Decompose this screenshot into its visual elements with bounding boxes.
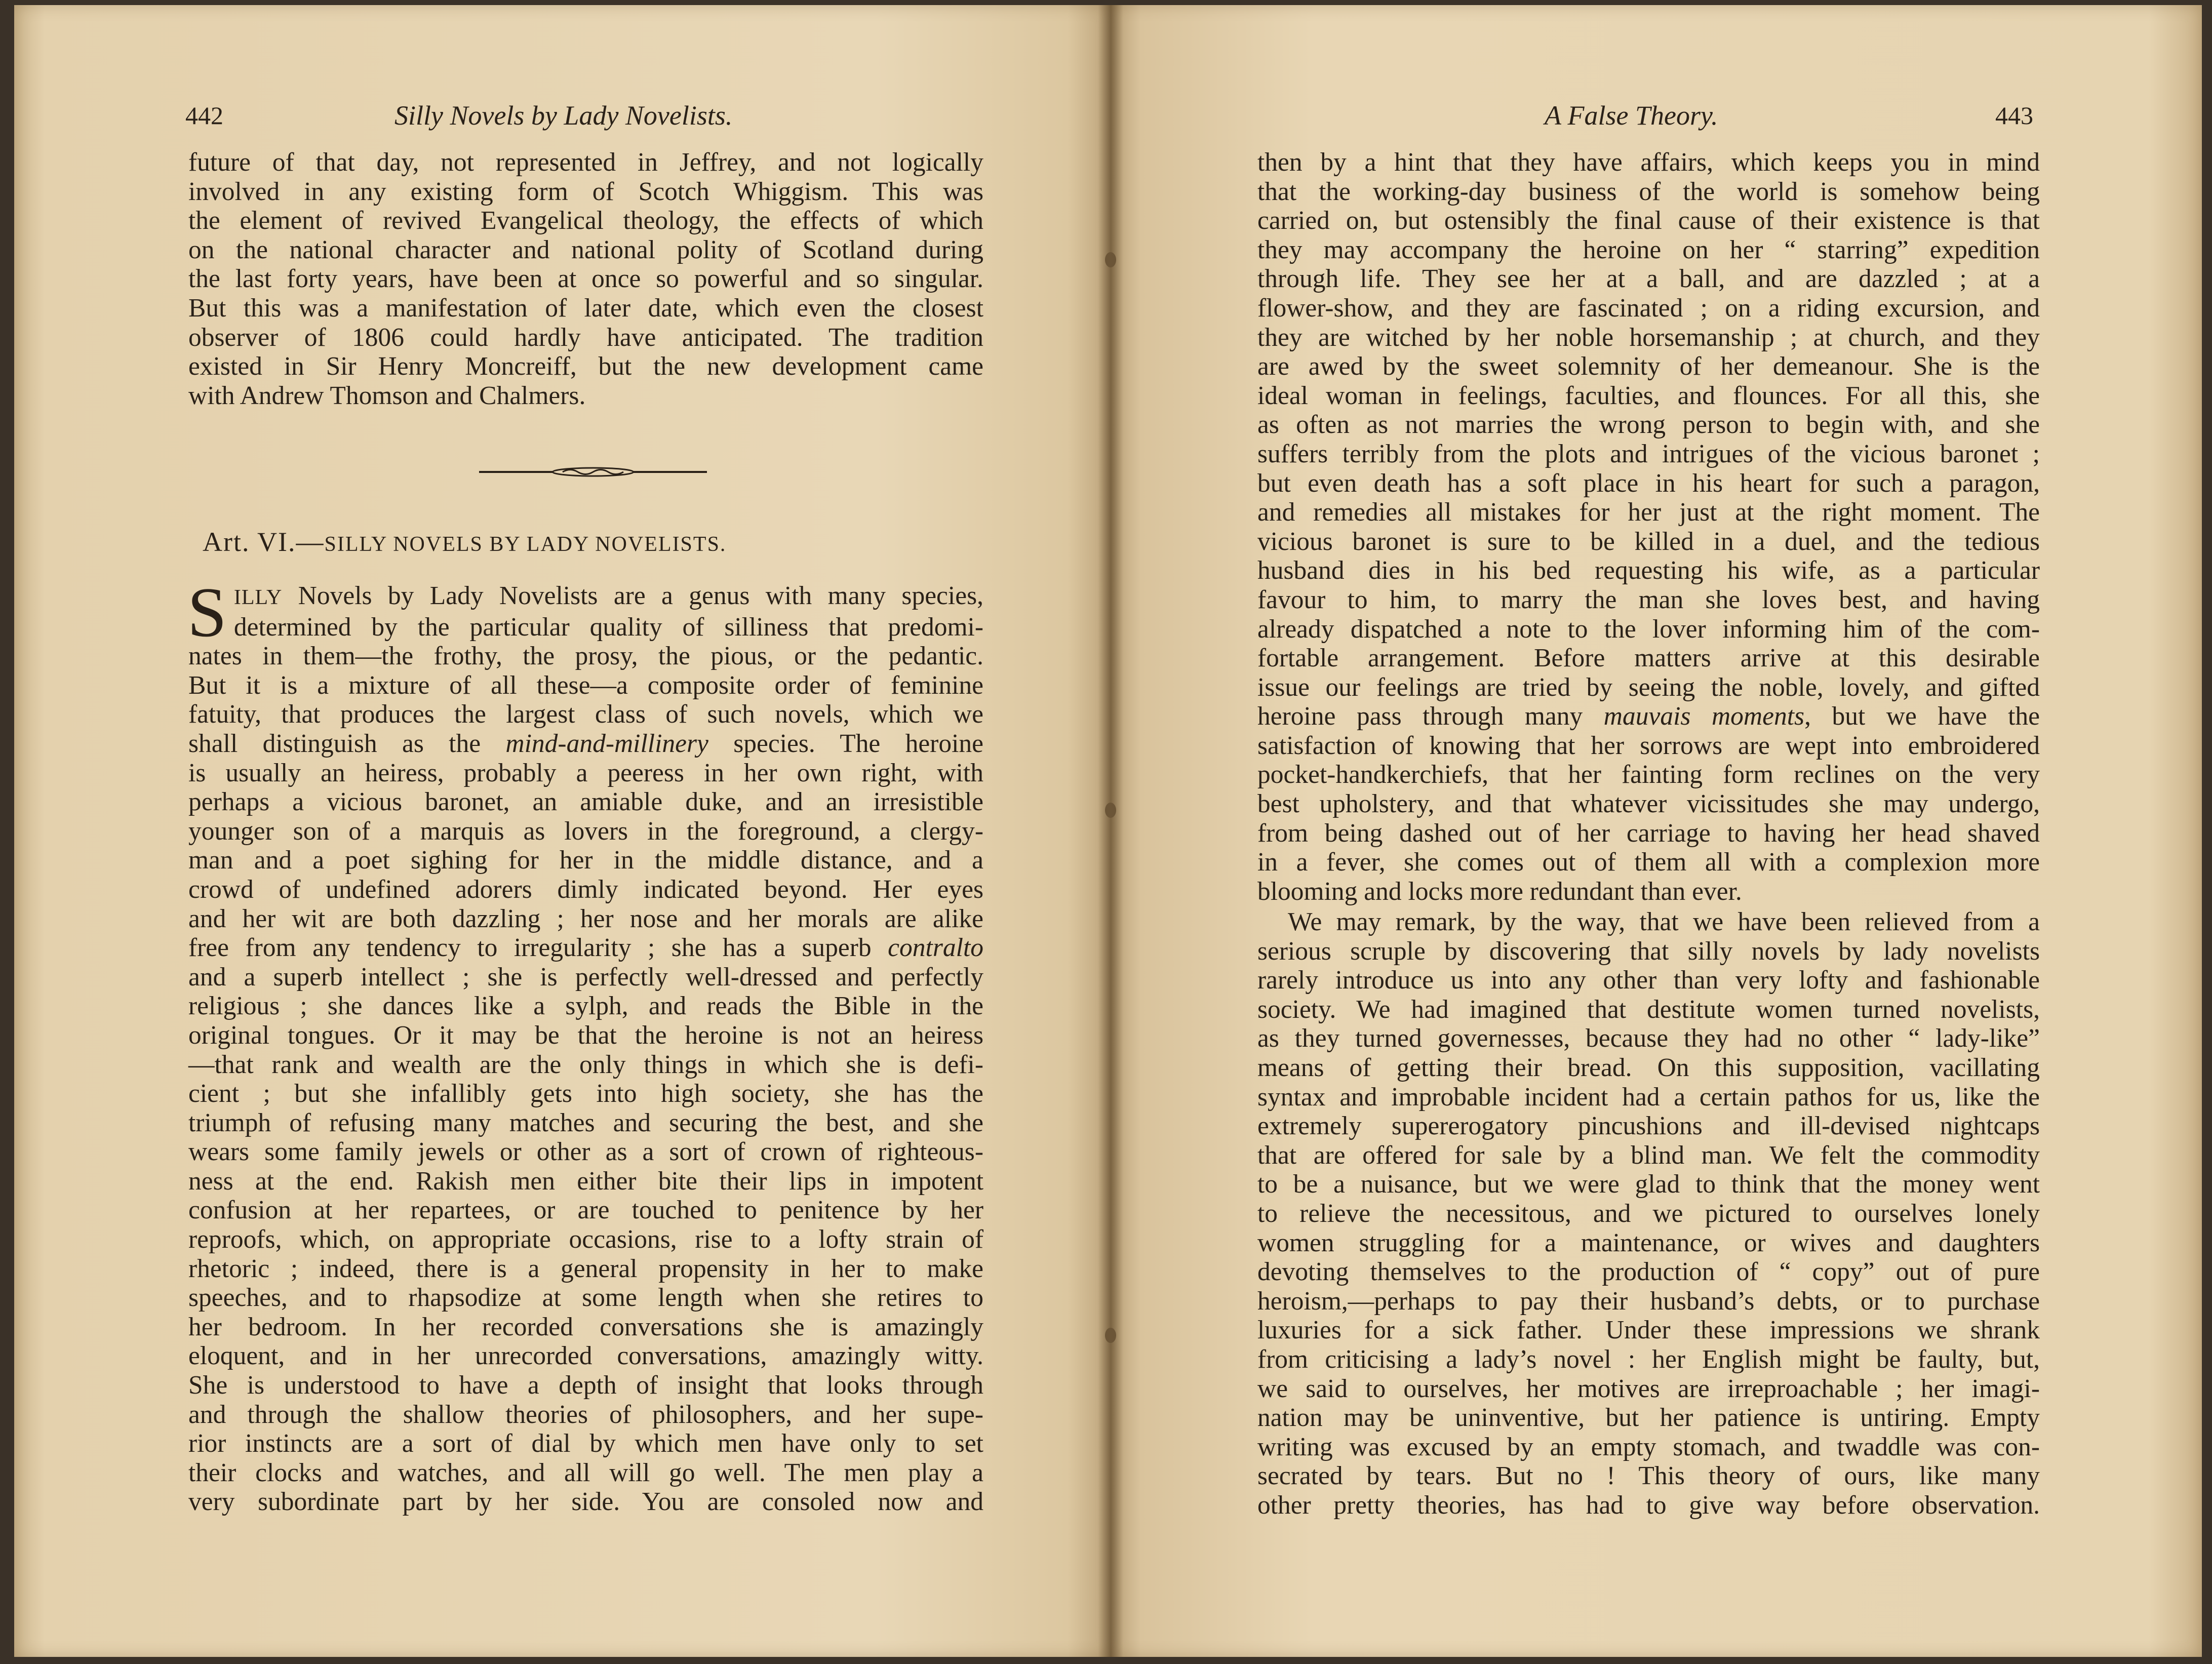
text-line: We may remark, by the way, that we have been relieved from a: [1288, 907, 2040, 936]
text-line: reproofs, which, on appropriate occasions, rise to a lofty strain of: [188, 1225, 983, 1254]
text-line: luxuries for a sick father. Under these impressions we shrank: [1257, 1316, 2040, 1345]
text-line: satisfaction of knowing that her sorrows are wept into embroidered: [1257, 731, 2040, 760]
text-line: then by a hint that they have affairs, which keeps you in mind: [1257, 148, 2040, 177]
text-line: are awed by the sweet solemnity of her demeanour. She is the: [1257, 352, 2040, 381]
paragraph-2: [1257, 907, 2040, 1520]
drop-cap: S: [187, 573, 227, 652]
text-line: pocket-handkerchiefs, that her fainting form reclines on the very: [1257, 760, 2040, 789]
text-line: younger son of a marquis as lovers in the foreground, a clergy-: [188, 816, 983, 846]
text-line: and a superb intellect ; she is perfectly well-dressed and perfectly: [188, 962, 983, 992]
text-line: already dispatched a note to the lover informing him of the com-: [1257, 614, 2040, 644]
text-line: carried on, but ostensibly the final cause of their existence is that: [1257, 206, 2040, 235]
text-line: —that rank and wealth are the only things in which she is defi-: [188, 1050, 983, 1079]
continuation-paragraph: [188, 148, 983, 410]
article-lines: [187, 573, 984, 1517]
article-heading: [203, 524, 993, 562]
right-running-head: [1111, 95, 2202, 136]
paragraph-1: [1257, 148, 2040, 906]
left-running-title: Silly Novels by Lady Novelists.: [394, 100, 733, 131]
text-line: other pretty theories, has had to give way before observation.: [1257, 1490, 2040, 1520]
text-line: the last forty years, have been at once so powerful and so singular.: [188, 264, 983, 294]
text-line: shall distinguish as the mind-and-millinery species. The heroine: [188, 729, 984, 758]
text-line: secrated by tears. But no ! This theory of ours, like many: [1257, 1461, 2040, 1491]
text-line: from being dashed out of her carriage to having her head shaved: [1257, 818, 2040, 848]
text-line: vicious baronet is sure to be killed in a duel, and the tedious: [1257, 527, 2040, 556]
text-line: from criticising a lady’s novel : her English might be faulty, but,: [1257, 1344, 2040, 1374]
text-line: rarely introduce us into any other than very lofty and fashionable: [1257, 966, 2040, 995]
right-page-number: 443: [1995, 101, 2033, 130]
text-line: women struggling for a maintenance, or wives and daughters: [1257, 1228, 2040, 1257]
text-line: existed in Sir Henry Moncreiff, but the new development came: [188, 352, 983, 381]
text-line: blooming and locks more redundant than ever.: [1257, 877, 1742, 906]
text-line: that are offered for sale by a blind man. We felt the commodity: [1257, 1140, 2040, 1170]
article-body: [187, 573, 984, 1517]
text-line: ness at the end. Rakish men either bite their lips in impotent: [188, 1166, 983, 1196]
text-line: that the working-day business of the world is somehow being: [1257, 177, 2040, 206]
text-line: wears some family jewels or other as a sort of crown of righteous-: [188, 1137, 983, 1167]
text-line: society. We had imagined that destitute women turned novelists,: [1257, 995, 2040, 1024]
text-line: favour to him, to marry the man she loves best, and having: [1257, 585, 2040, 614]
right-running-title: A False Theory.: [1545, 100, 1718, 131]
text-line: nates in them—the frothy, the prosy, the pious, or the pedantic.: [188, 642, 983, 671]
text-line: as often as not marries the wrong person to begin with, and she: [1257, 410, 2040, 440]
text-line: crowd of undefined adorers dimly indicated beyond. Her eyes: [188, 875, 983, 904]
text-line: writing was excused by an empty stomach, and twaddle was con-: [1257, 1432, 2040, 1461]
left-running-head: [185, 95, 991, 136]
text-line: determined by the particular quality of silliness that predomi-: [233, 612, 983, 642]
text-line: they may accompany the heroine on her “ starring” expedition: [1257, 235, 2040, 264]
text-line: speeches, and to rhapsodize at some length when she retires to: [188, 1283, 983, 1313]
text-line: they are witched by her noble horsemanship ; at church, and they: [1257, 323, 2040, 352]
text-line: as they turned governesses, because they had no other “ lady-like”: [1257, 1024, 2040, 1053]
text-line: fatuity, that produces the largest class of such novels, which we: [188, 700, 983, 729]
text-line: very subordinate part by her side. You are consoled now and: [188, 1487, 983, 1517]
text-line: nation may be uninventive, but her patience is untiring. Empty: [1257, 1403, 2040, 1433]
text-line: through life. They see her at a ball, and are dazzled ; at a: [1257, 264, 2040, 294]
left-page: [14, 5, 1111, 1657]
text-line: serious scruple by discovering that silly novels by lady novelists: [1257, 936, 2040, 966]
text-line: and through the shallow theories of philosophers, and her supe-: [188, 1400, 983, 1429]
text-line: to relieve the necessitous, and we pictured to ourselves lonely: [1257, 1199, 2040, 1228]
text-line: extremely supererogatory pincushions and ill-devised nightcaps: [1257, 1112, 2040, 1141]
right-page: [1111, 5, 2202, 1657]
text-line: to be a nuisance, but we were glad to think that the money went: [1257, 1170, 2040, 1199]
text-line: Novels by Lady Novelists are a genus with many species,: [282, 581, 983, 610]
text-line: She is understood to have a depth of insight that looks through: [188, 1371, 983, 1400]
binding-stitch: [1105, 1328, 1116, 1343]
text-line: means of getting their bread. On this supposition, vacillating: [1257, 1053, 2040, 1082]
text-line: and remedies all mistakes for her just at the right moment. The: [1257, 498, 2040, 527]
text-line: rior instincts are a sort of dial by which men have only to set: [188, 1429, 983, 1458]
text-line: their clocks and watches, and all will go well. The men play a: [188, 1458, 983, 1487]
text-line: flower-show, and they are fascinated ; on a riding excursion, and: [1257, 293, 2040, 323]
text-line: on the national character and national polity of Scotland during: [188, 235, 983, 264]
text-line: is usually an heiress, probably a peeress in her own right, with: [188, 758, 983, 787]
text-line: suffers terribly from the plots and intrigues of the vicious baronet ;: [1257, 439, 2040, 468]
text-line: confusion at her repartees, or are touched to penitence by her: [188, 1196, 983, 1225]
text-line: original tongues. Or it may be that the heroine is not an heiress: [188, 1020, 983, 1050]
text-line: we said to ourselves, her motives are irreproachable ; her imagi-: [1257, 1374, 2040, 1403]
text-line: ideal woman in feelings, faculties, and flounces. For all this, she: [1257, 381, 2040, 410]
text-line: perhaps a vicious baronet, an amiable duke, and an irresistible: [188, 787, 983, 817]
text-line: observer of 1806 could hardly have anticipated. The tradition: [188, 323, 983, 352]
text-line: best upholstery, and that whatever vicissitudes she may undergo,: [1257, 789, 2040, 819]
text-line: man and a poet sighing for her in the middle distance, and a: [188, 846, 983, 875]
text-line: fortable arrangement. Before matters arrive at this desirable: [1257, 644, 2040, 673]
text-line: involved in any existing form of Scotch Whiggism. This was: [188, 177, 983, 206]
text-line: eloquent, and in her unrecorded conversations, amazingly witty.: [188, 1341, 983, 1371]
text-line: free from any tendency to irregularity ; she has a superb contralto: [188, 933, 983, 963]
text-line: triumph of refusing many matches and securing the best, and she: [188, 1108, 983, 1137]
text-line: her bedroom. In her recorded conversations she is amazingly: [188, 1312, 983, 1341]
text-line: but even death has a soft place in his heart for such a paragon,: [1257, 468, 2040, 498]
binding-stitch: [1105, 252, 1116, 267]
text-line: religious ; she dances like a sylph, and reads the Bible in the: [188, 992, 983, 1021]
text-line: and her wit are both dazzling ; her nose and her morals are alike: [188, 904, 983, 933]
text-line: with Andrew Thomson and Chalmers.: [188, 381, 586, 410]
text-line: the element of revived Evangelical theology, the effects of which: [188, 206, 983, 235]
text-line: [188, 581, 983, 613]
text-line: husband dies in his bed requesting his wife, as a particular: [1257, 556, 2040, 585]
text-line: future of that day, not represented in Jeffrey, and not logically: [188, 148, 983, 177]
text-line: devoting themselves to the production of “ copy” out of pure: [1257, 1257, 2040, 1287]
text-line: cient ; but she infallibly gets into high society, she has the: [188, 1079, 983, 1108]
text-line: in a fever, she comes out of them all with a complexion more: [1257, 848, 2040, 877]
text-line: rhetoric ; indeed, there is a general propensity in her to make: [188, 1254, 983, 1283]
ornamental-rule: [479, 466, 707, 478]
text-line: syntax and improbable incident had a certain pathos for us, like the: [1257, 1082, 2040, 1112]
left-page-number: 442: [185, 101, 223, 130]
article-number: Art. VI.—: [203, 527, 325, 557]
binding-stitch: [1105, 803, 1116, 818]
text-line: heroine pass through many mauvais moments, but we have the: [1257, 702, 2040, 731]
text-line: But this was a manifestation of later date, which even the closest: [188, 293, 983, 323]
article-title: SILLY NOVELS BY LADY NOVELISTS.: [324, 533, 727, 556]
first-word: ILLY: [233, 586, 283, 609]
text-line: But it is a mixture of all these—a composite order of feminine: [188, 670, 983, 700]
text-line: issue our feelings are tried by seeing the noble, lovely, and gifted: [1257, 672, 2040, 702]
text-line: heroism,—perhaps to pay their husband’s debts, or to purchase: [1257, 1286, 2040, 1316]
